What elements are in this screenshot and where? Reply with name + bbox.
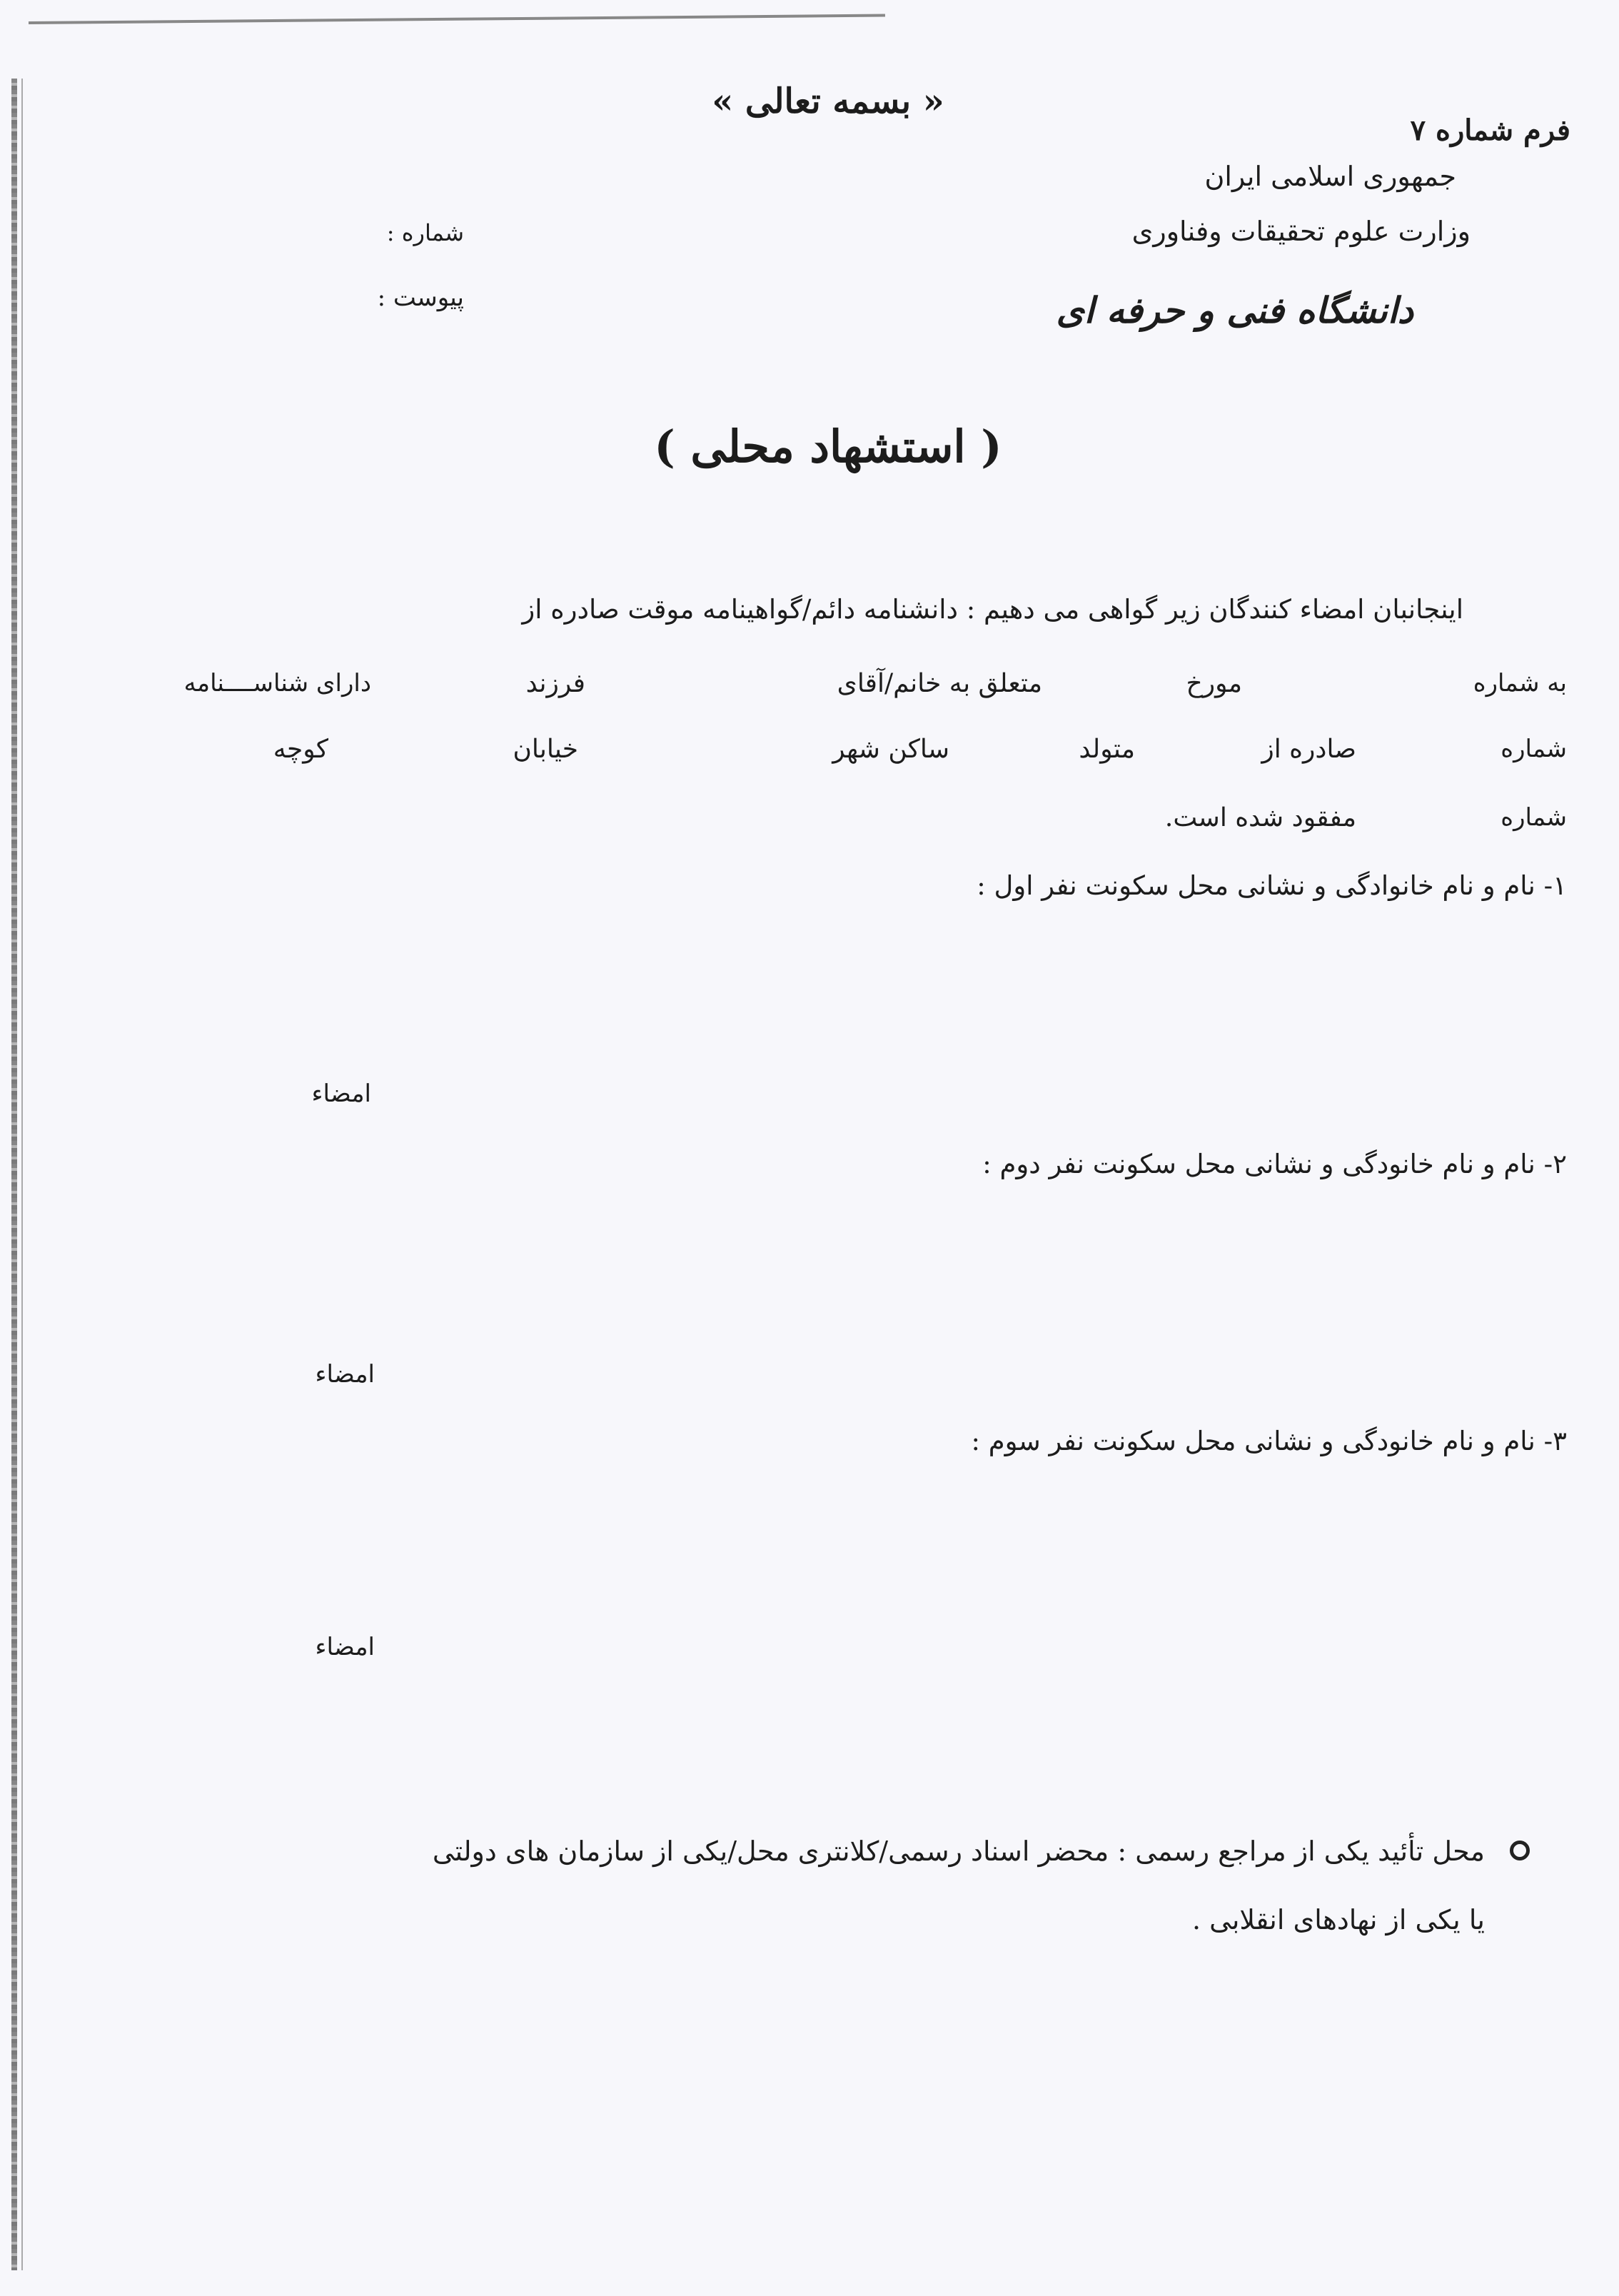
footnote-line-2: یا یکی از نهادهای انقلابی . [1191, 1904, 1485, 1935]
by-number-label: به شماره [1473, 669, 1567, 698]
bullet-icon [1510, 1841, 1530, 1861]
street-label: خیابان [513, 735, 578, 764]
dated-label: مورخ [1186, 669, 1242, 698]
belonging-to-label: متعلق به خانم/آقای [837, 669, 1042, 698]
ministry-name: وزارت علوم تحقیقات وفناوری [1131, 216, 1471, 247]
scan-edge-left [11, 79, 17, 2270]
witness-2-label: ۲- نام و نام خانودگی و نشانی محل سکونت نفر دوم : [982, 1149, 1567, 1179]
scan-edge-top [29, 14, 885, 24]
born-label: متولد [1079, 735, 1135, 764]
country-name: جمهوری اسلامی ایران [1204, 161, 1456, 192]
id-number-label: شماره [1501, 735, 1567, 763]
id-number-label-2: شماره [1501, 803, 1567, 832]
witness-1-label: ۱- نام و نام خانوادگی و نشانی محل سکونت نفر اول : [977, 870, 1567, 901]
attachment-label: پیوست : [377, 283, 464, 312]
university-logo: دانشگاه فنی و حرفه ای [1056, 289, 1413, 331]
number-label: شماره : [386, 219, 464, 246]
alley-label: کوچه [273, 735, 328, 764]
issued-from-label: صادره از [1261, 735, 1356, 764]
intro-text: اینجانبان امضاء کنندگان زیر گواهی می دهیم : دانشنامه دائم/گواهینامه موقت صادره از [522, 594, 1463, 625]
footnote-line-1: محل تأئید یکی از مراجع رسمی : محضر اسناد رسمی/کلانتری محل/یکی از سازمان های دولتی [432, 1836, 1485, 1867]
resident-city-label: ساکن شهر [832, 735, 949, 764]
witness-3-label: ۳- نام و نام خانودگی و نشانی محل سکونت نفر سوم : [971, 1426, 1567, 1456]
scan-edge-left-line [21, 79, 23, 2270]
child-of-label: فرزند [525, 669, 585, 698]
witness-2-signature: امضاء [315, 1360, 375, 1389]
lost-statement: مفقود شده است. [1164, 803, 1356, 832]
form-number: فرم شماره ۷ [1410, 114, 1570, 147]
witness-1-signature: امضاء [311, 1079, 371, 1108]
document-title: ( استشهاد محلی ) [654, 421, 1002, 473]
birth-certificate-label: دارای شناســــنامه [183, 669, 371, 698]
bismillah: « بسمه تعالی » [712, 81, 944, 121]
witness-3-signature: امضاء [315, 1633, 375, 1661]
